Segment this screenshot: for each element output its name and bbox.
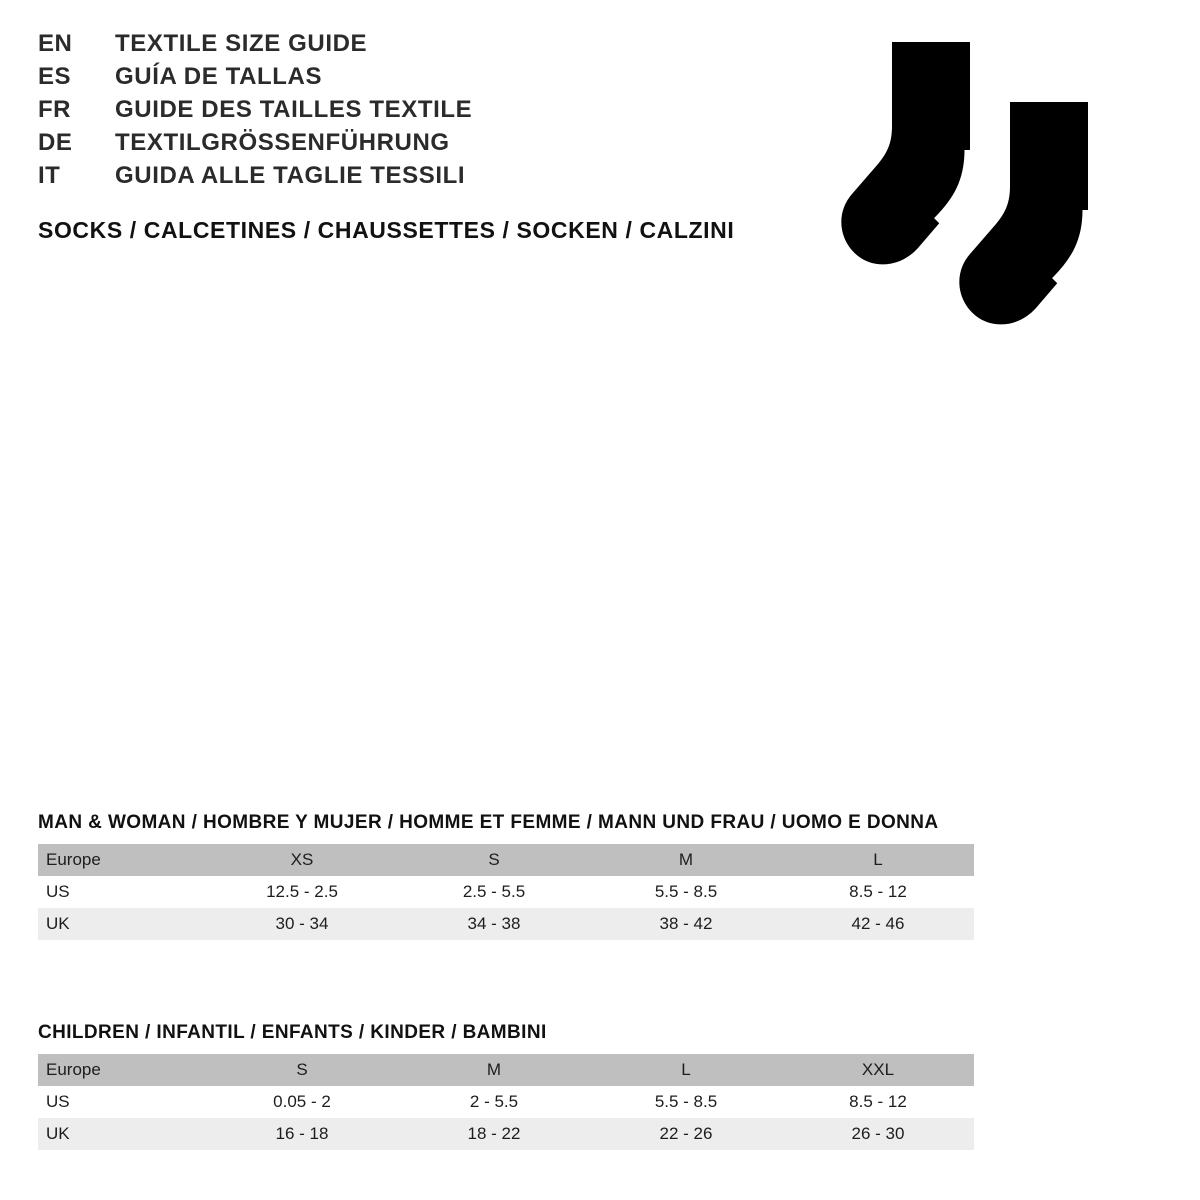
children-size-section <box>38 1022 968 1150</box>
language-title-de: TEXTILGRÖSSENFÜHRUNG <box>115 129 450 156</box>
language-code-de: DE <box>38 129 73 156</box>
language-row-fr <box>38 96 798 129</box>
cell-value: S <box>398 844 590 876</box>
cell-value: 38 - 42 <box>590 908 782 940</box>
language-row-es <box>38 63 798 96</box>
adult-table-title: MAN & WOMAN / HOMBRE Y MUJER / HOMME ET FEMME / MANN UND FRAU / UOMO E DONNA <box>38 812 939 833</box>
row-label: US <box>38 1086 206 1118</box>
socks-icon <box>810 30 1140 360</box>
language-row-it <box>38 162 798 195</box>
cell-value: S <box>206 1054 398 1086</box>
row-label: UK <box>38 1118 206 1150</box>
row-label: UK <box>38 908 206 940</box>
language-title-es: GUÍA DE TALLAS <box>115 63 323 90</box>
language-row-en <box>38 30 798 63</box>
table-row <box>38 844 974 876</box>
product-category-title: SOCKS / CALCETINES / CHAUSSETTES / SOCKEN / CALZINI <box>38 217 735 243</box>
table-row <box>38 1118 974 1150</box>
language-code-it: IT <box>38 162 61 189</box>
language-title-fr: GUIDE DES TAILLES TEXTILE <box>115 96 473 123</box>
language-code-es: ES <box>38 63 72 90</box>
cell-value: 8.5 - 12 <box>782 1086 974 1118</box>
children-table-title: CHILDREN / INFANTIL / ENFANTS / KINDER / BAMBINI <box>38 1022 547 1043</box>
table-row <box>38 876 974 908</box>
cell-value: 26 - 30 <box>782 1118 974 1150</box>
adult-size-table <box>38 844 974 940</box>
table-row <box>38 1086 974 1118</box>
cell-value: L <box>782 844 974 876</box>
cell-value: 5.5 - 8.5 <box>590 1086 782 1118</box>
language-code-en: EN <box>38 30 73 57</box>
cell-value: 22 - 26 <box>590 1118 782 1150</box>
cell-value: 2 - 5.5 <box>398 1086 590 1118</box>
adult-size-section <box>38 812 968 940</box>
row-label: Europe <box>38 844 206 876</box>
language-title-it: GUIDA ALLE TAGLIE TESSILI <box>115 162 466 189</box>
row-label: Europe <box>38 1054 206 1086</box>
cell-value: XS <box>206 844 398 876</box>
header-block <box>38 30 798 244</box>
language-title-en: TEXTILE SIZE GUIDE <box>115 30 368 57</box>
cell-value: 30 - 34 <box>206 908 398 940</box>
cell-value: 5.5 - 8.5 <box>590 876 782 908</box>
cell-value: 42 - 46 <box>782 908 974 940</box>
cell-value: XXL <box>782 1054 974 1086</box>
cell-value: 12.5 - 2.5 <box>206 876 398 908</box>
cell-value: 18 - 22 <box>398 1118 590 1150</box>
table-row <box>38 1054 974 1086</box>
cell-value: L <box>590 1054 782 1086</box>
cell-value: M <box>398 1054 590 1086</box>
cell-value: 8.5 - 12 <box>782 876 974 908</box>
cell-value: 16 - 18 <box>206 1118 398 1150</box>
language-row-de <box>38 129 798 162</box>
cell-value: 34 - 38 <box>398 908 590 940</box>
row-label: US <box>38 876 206 908</box>
cell-value: M <box>590 844 782 876</box>
table-row <box>38 908 974 940</box>
language-code-fr: FR <box>38 96 71 123</box>
cell-value: 0.05 - 2 <box>206 1086 398 1118</box>
cell-value: 2.5 - 5.5 <box>398 876 590 908</box>
children-size-table <box>38 1054 974 1150</box>
